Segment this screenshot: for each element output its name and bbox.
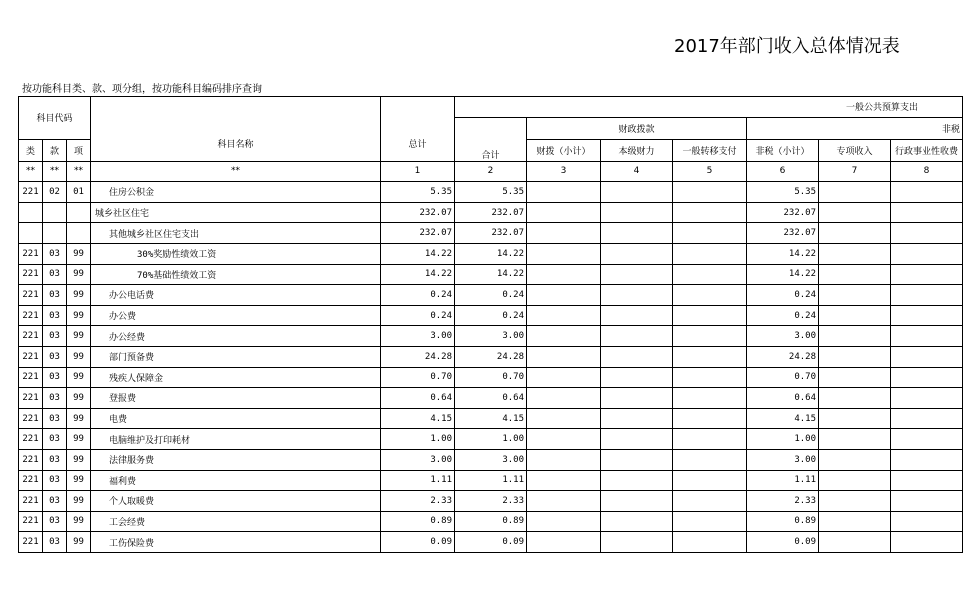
cell-lei: 221 [19,182,43,203]
cell-name: 工伤保险费 [91,532,381,553]
cell-local-fin [601,532,673,553]
cell-nontax-sub: 0.24 [747,305,819,326]
cell-kuan: 03 [43,326,67,347]
cell-sum: 232.07 [455,202,527,223]
cell-fiscal-sub [527,346,601,367]
cell-lei: 221 [19,491,43,512]
cell-xiang: 99 [67,326,91,347]
table-row [19,532,963,553]
cell-xiang: 99 [67,470,91,491]
cell-transfer [673,264,747,285]
cell-name: 法律服务费 [91,449,381,470]
cell-fiscal-sub [527,491,601,512]
cell-admin-fee [891,223,963,244]
header-nontax-group: 非税 [747,117,963,139]
cell-xiang: 99 [67,511,91,532]
cell-lei [19,223,43,244]
table-row [19,346,963,367]
cell-transfer [673,367,747,388]
cell-local-fin [601,202,673,223]
cell-xiang: 99 [67,491,91,512]
cell-total: 3.00 [381,449,455,470]
table-row [19,491,963,512]
index-cell: 5 [673,161,747,182]
header-lei: 类 [19,139,43,161]
cell-admin-fee [891,305,963,326]
cell-lei: 221 [19,470,43,491]
cell-sum: 14.22 [455,264,527,285]
header-fiscal-sub: 财拨（小计） [527,139,601,161]
cell-sum: 0.70 [455,367,527,388]
cell-transfer [673,408,747,429]
cell-xiang [67,223,91,244]
cell-nontax-sub: 0.89 [747,511,819,532]
index-cell: 8 [891,161,963,182]
cell-total: 14.22 [381,243,455,264]
cell-name: 其他城乡社区住宅支出 [91,223,381,244]
cell-total: 0.70 [381,367,455,388]
cell-name: 电费 [91,408,381,429]
header-transfer: 一般转移支付 [673,139,747,161]
cell-sum: 24.28 [455,346,527,367]
table-row [19,470,963,491]
cell-transfer [673,243,747,264]
cell-lei: 221 [19,346,43,367]
cell-kuan: 03 [43,408,67,429]
header-nontax-sub: 非税（小计） [747,139,819,161]
cell-nontax-sub: 0.64 [747,388,819,409]
cell-kuan: 03 [43,264,67,285]
cell-nontax-sub: 5.35 [747,182,819,203]
table-row [19,326,963,347]
cell-total: 0.64 [381,388,455,409]
cell-local-fin [601,326,673,347]
cell-admin-fee [891,202,963,223]
cell-kuan: 03 [43,285,67,306]
cell-xiang: 99 [67,346,91,367]
cell-nontax-sub: 3.00 [747,449,819,470]
cell-name: 登报费 [91,388,381,409]
cell-kuan: 03 [43,367,67,388]
cell-kuan [43,202,67,223]
cell-sum: 0.09 [455,532,527,553]
header-special-income: 专项收入 [819,139,891,161]
cell-kuan: 03 [43,511,67,532]
cell-total: 24.28 [381,346,455,367]
cell-sum: 1.00 [455,429,527,450]
cell-sum: 3.00 [455,326,527,347]
cell-sum: 0.89 [455,511,527,532]
table-row [19,388,963,409]
cell-fiscal-sub [527,202,601,223]
cell-local-fin [601,182,673,203]
cell-name: 残疾人保障金 [91,367,381,388]
cell-nontax-sub: 232.07 [747,202,819,223]
cell-sum: 232.07 [455,223,527,244]
cell-nontax-sub: 2.33 [747,491,819,512]
cell-nontax-sub: 0.24 [747,285,819,306]
cell-xiang: 99 [67,285,91,306]
cell-local-fin [601,305,673,326]
header-code-group: 科目代码 [19,97,91,140]
cell-lei: 221 [19,326,43,347]
cell-admin-fee [891,326,963,347]
cell-admin-fee [891,491,963,512]
cell-fiscal-sub [527,285,601,306]
cell-xiang: 99 [67,449,91,470]
cell-transfer [673,511,747,532]
index-cell: ** [19,161,43,182]
table-row [19,182,963,203]
cell-special-income [819,326,891,347]
table-row [19,367,963,388]
cell-xiang: 99 [67,305,91,326]
cell-xiang: 01 [67,182,91,203]
cell-transfer [673,429,747,450]
header-fiscal: 财政拨款 [527,117,747,139]
cell-kuan: 03 [43,388,67,409]
header-kuan: 款 [43,139,67,161]
index-cell: 6 [747,161,819,182]
cell-nontax-sub: 3.00 [747,326,819,347]
cell-xiang: 99 [67,429,91,450]
cell-special-income [819,305,891,326]
cell-special-income [819,511,891,532]
cell-fiscal-sub [527,367,601,388]
cell-kuan: 03 [43,449,67,470]
cell-admin-fee [891,346,963,367]
cell-transfer [673,346,747,367]
cell-fiscal-sub [527,264,601,285]
cell-total: 1.11 [381,470,455,491]
cell-fiscal-sub [527,243,601,264]
cell-nontax-sub: 4.15 [747,408,819,429]
cell-local-fin [601,491,673,512]
cell-kuan: 03 [43,243,67,264]
cell-local-fin [601,346,673,367]
cell-nontax-sub: 0.70 [747,367,819,388]
cell-sum: 0.24 [455,285,527,306]
cell-kuan: 03 [43,305,67,326]
table-row [19,305,963,326]
cell-local-fin [601,223,673,244]
cell-transfer [673,305,747,326]
cell-admin-fee [891,449,963,470]
cell-nontax-sub: 14.22 [747,243,819,264]
cell-total: 0.24 [381,305,455,326]
index-cell: 7 [819,161,891,182]
cell-fiscal-sub [527,182,601,203]
cell-kuan: 03 [43,346,67,367]
cell-lei: 221 [19,511,43,532]
cell-total: 232.07 [381,202,455,223]
cell-special-income [819,449,891,470]
cell-sum: 1.11 [455,470,527,491]
cell-local-fin [601,243,673,264]
cell-transfer [673,202,747,223]
cell-name: 70%基础性绩效工资 [91,264,381,285]
cell-admin-fee [891,532,963,553]
cell-nontax-sub: 0.09 [747,532,819,553]
cell-admin-fee [891,388,963,409]
cell-transfer [673,326,747,347]
cell-name: 办公经费 [91,326,381,347]
cell-sum: 0.64 [455,388,527,409]
cell-admin-fee [891,285,963,306]
cell-kuan: 03 [43,470,67,491]
index-cell: ** [43,161,67,182]
cell-total: 3.00 [381,326,455,347]
cell-fiscal-sub [527,470,601,491]
index-cell: ** [91,161,381,182]
cell-name: 部门预备费 [91,346,381,367]
header-name: 科目名称 [91,97,381,162]
cell-special-income [819,408,891,429]
cell-special-income [819,243,891,264]
cell-nontax-sub: 14.22 [747,264,819,285]
cell-kuan: 02 [43,182,67,203]
cell-transfer [673,388,747,409]
cell-name: 办公电话费 [91,285,381,306]
cell-total: 2.33 [381,491,455,512]
index-cell: 4 [601,161,673,182]
table-row [19,429,963,450]
cell-lei: 221 [19,243,43,264]
table-row [19,511,963,532]
cell-kuan: 03 [43,491,67,512]
cell-total: 232.07 [381,223,455,244]
cell-name: 住房公积金 [91,182,381,203]
cell-lei: 221 [19,408,43,429]
table-row [19,408,963,429]
cell-special-income [819,491,891,512]
cell-admin-fee [891,182,963,203]
cell-admin-fee [891,429,963,450]
header-total: 总计 [381,97,455,162]
cell-total: 4.15 [381,408,455,429]
cell-total: 0.89 [381,511,455,532]
cell-special-income [819,532,891,553]
cell-local-fin [601,470,673,491]
cell-sum: 2.33 [455,491,527,512]
cell-nontax-sub: 1.11 [747,470,819,491]
cell-lei: 221 [19,285,43,306]
cell-fiscal-sub [527,388,601,409]
cell-special-income [819,285,891,306]
cell-local-fin [601,511,673,532]
cell-xiang [67,202,91,223]
cell-local-fin [601,367,673,388]
cell-xiang: 99 [67,408,91,429]
cell-nontax-sub: 1.00 [747,429,819,450]
cell-transfer [673,532,747,553]
cell-total: 14.22 [381,264,455,285]
index-cell: 2 [455,161,527,182]
cell-sum: 14.22 [455,243,527,264]
cell-lei: 221 [19,388,43,409]
index-cell: ** [67,161,91,182]
cell-local-fin [601,285,673,306]
cell-sum: 4.15 [455,408,527,429]
cell-special-income [819,367,891,388]
cell-admin-fee [891,408,963,429]
cell-transfer [673,182,747,203]
cell-fiscal-sub [527,408,601,429]
cell-fiscal-sub [527,511,601,532]
cell-special-income [819,388,891,409]
cell-total: 0.09 [381,532,455,553]
cell-special-income [819,202,891,223]
cell-xiang: 99 [67,388,91,409]
cell-transfer [673,470,747,491]
cell-lei: 221 [19,264,43,285]
cell-lei: 221 [19,367,43,388]
cell-xiang: 99 [67,532,91,553]
cell-lei [19,202,43,223]
cell-lei: 221 [19,429,43,450]
cell-name: 个人取暖费 [91,491,381,512]
cell-local-fin [601,264,673,285]
cell-nontax-sub: 24.28 [747,346,819,367]
cell-name: 30%奖励性绩效工资 [91,243,381,264]
cell-xiang: 99 [67,243,91,264]
table-row [19,223,963,244]
cell-xiang: 99 [67,264,91,285]
cell-admin-fee [891,511,963,532]
cell-kuan: 03 [43,532,67,553]
table-row [19,449,963,470]
cell-name: 城乡社区住宅 [91,202,381,223]
report-subtitle: 按功能科目类、款、项分组，按功能科目编码排序查询 [22,84,262,95]
cell-lei: 221 [19,449,43,470]
cell-admin-fee [891,367,963,388]
cell-special-income [819,346,891,367]
cell-xiang: 99 [67,367,91,388]
cell-transfer [673,449,747,470]
index-cell: 1 [381,161,455,182]
header-general-budget: 一般公共预算支出 [455,97,963,118]
cell-name: 工会经费 [91,511,381,532]
table-row [19,285,963,306]
cell-fiscal-sub [527,532,601,553]
cell-special-income [819,429,891,450]
header-xiang: 项 [67,139,91,161]
index-cell: 3 [527,161,601,182]
cell-total: 0.24 [381,285,455,306]
cell-fiscal-sub [527,429,601,450]
cell-special-income [819,264,891,285]
cell-admin-fee [891,470,963,491]
cell-lei: 221 [19,532,43,553]
cell-local-fin [601,449,673,470]
cell-transfer [673,491,747,512]
table-row [19,264,963,285]
cell-transfer [673,223,747,244]
cell-special-income [819,182,891,203]
table-row [19,202,963,223]
cell-admin-fee [891,264,963,285]
cell-local-fin [601,408,673,429]
report-title: 2017年部门收入总体情况表 [674,36,900,57]
cell-name: 电脑维护及打印耗材 [91,429,381,450]
cell-fiscal-sub [527,449,601,470]
cell-total: 1.00 [381,429,455,450]
cell-total: 5.35 [381,182,455,203]
cell-sum: 3.00 [455,449,527,470]
header-admin-fee: 行政事业性收费 [891,139,963,161]
header-subtotal: 合计 [455,117,527,161]
cell-transfer [673,285,747,306]
cell-local-fin [601,429,673,450]
cell-sum: 5.35 [455,182,527,203]
cell-special-income [819,223,891,244]
cell-fiscal-sub [527,223,601,244]
cell-local-fin [601,388,673,409]
cell-fiscal-sub [527,305,601,326]
cell-kuan: 03 [43,429,67,450]
cell-kuan [43,223,67,244]
cell-fiscal-sub [527,326,601,347]
cell-admin-fee [891,243,963,264]
cell-special-income [819,470,891,491]
cell-name: 福利费 [91,470,381,491]
cell-nontax-sub: 232.07 [747,223,819,244]
header-local-fin: 本级财力 [601,139,673,161]
cell-lei: 221 [19,305,43,326]
income-table [18,96,963,553]
cell-sum: 0.24 [455,305,527,326]
table-row [19,243,963,264]
cell-name: 办公费 [91,305,381,326]
